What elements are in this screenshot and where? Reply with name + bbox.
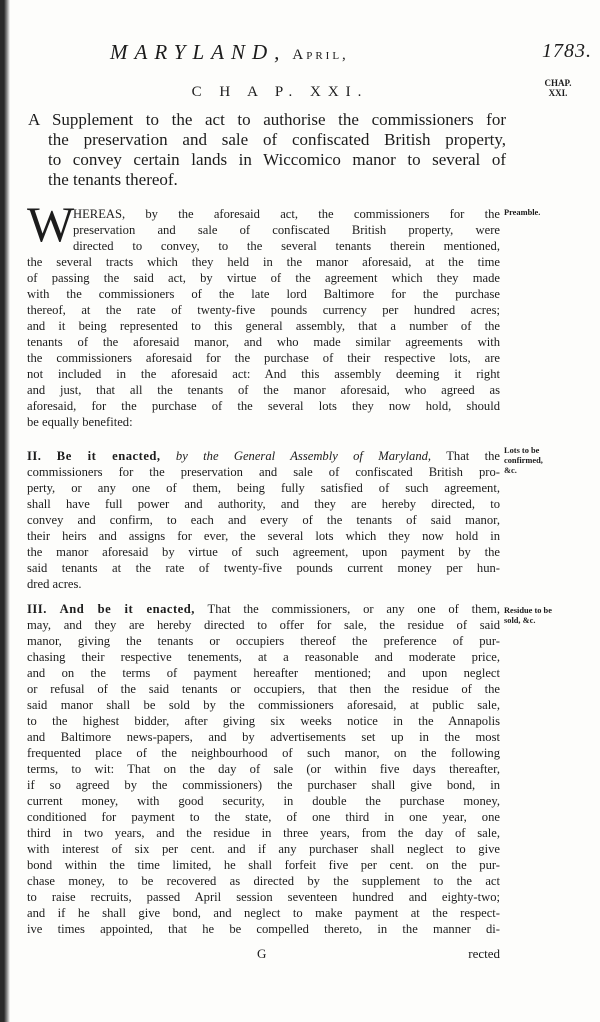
page-footer: [27, 946, 500, 962]
supplement-title-line: A Supplement to the act to authorise the commissioners for: [28, 110, 506, 129]
section-3-enacting-clause: And be it enacted,: [59, 602, 195, 616]
text-line: third in two years, and the residue in three years, from the day of sale,: [27, 826, 500, 840]
supplement-title-line: to convey certain lands in Wiccomico manor to several of: [48, 150, 506, 169]
page-header: [110, 40, 596, 68]
text-line: and just, that all the tenants of the manor aforesaid, who agreed as: [27, 383, 500, 397]
text-line: not included in the aforesaid act: And this assembly deeming it right: [27, 367, 500, 381]
side-note-line: Lots to be: [504, 446, 540, 455]
text-line: if so agreed by the commissioners) the purchaser shall give bond, in: [27, 778, 500, 792]
text-line: terms, to wit: That on the day of sale (or within five days thereafter,: [27, 762, 500, 776]
text-line: the several tracts which they held in the manor aforesaid, at the time: [27, 255, 500, 269]
side-note-lots: [504, 446, 588, 476]
supplement-title: [28, 110, 506, 190]
section-3-first-line-rest: That the commissioners, or any one of them,: [207, 602, 500, 616]
side-note-line: Residue to be: [504, 606, 552, 615]
side-note-line: confirmed,: [504, 456, 543, 465]
text-line: said tenants at the rate of twenty-five pounds current money per hun-: [27, 561, 500, 575]
margin-chapter-line2: XXI.: [548, 88, 568, 98]
section-2-numeral: II.: [27, 449, 42, 463]
section-2-first-line: [27, 448, 500, 464]
running-head-state: MARYLAND,: [110, 40, 287, 64]
preamble-paragraph: [27, 206, 500, 430]
text-line: and on the terms of payment hereafter mentioned; and upon neglect: [27, 666, 500, 680]
section-3-first-line: [27, 601, 500, 617]
text-line: shall have full power and authority, and they are hereby directed, to: [27, 497, 500, 511]
catchword: rected: [468, 946, 500, 961]
text-line: preservation and sale of confiscated British property, were: [73, 223, 500, 237]
text-line: chase money, to be recovered as directed by the supplement to the act: [27, 874, 500, 888]
text-line: with the commissioners of the late lord Baltimore for the purchase: [27, 287, 500, 301]
margin-chapter-line1: CHAP.: [544, 78, 572, 88]
text-line: to raise recruits, passed April session seventeen hundred and eighty-two;: [27, 890, 500, 904]
page-binding-edge: [0, 0, 10, 1022]
text-line: chasing their respective tenements, at a reasonable and moderate price,: [27, 650, 500, 664]
running-head: [110, 40, 349, 65]
text-line: the manor aforesaid by virtue of such agreement, upon payment by the: [27, 545, 500, 559]
section-2-paragraph: [27, 448, 500, 592]
drop-cap: W: [27, 196, 75, 252]
text-line: HEREAS, by the aforesaid act, the commissioners for the: [73, 207, 500, 221]
side-note-line: &c.: [504, 466, 517, 475]
page-year: 1783.: [542, 40, 592, 62]
text-line: of passing the said act, by virtue of the agreement which they made: [27, 271, 500, 285]
section-2-first-line-rest: That the: [446, 449, 501, 463]
side-note-line: sold, &c.: [504, 616, 536, 625]
text-line: their heirs and assigns for ever, the several lots which they now hold in: [27, 529, 500, 543]
text-line: with interest of six per cent. and if any purchaser shall neglect to give: [27, 842, 500, 856]
side-note-residue: [504, 606, 588, 626]
text-line: and it being represented to this general assembly, that a number of the: [27, 319, 500, 333]
section-2-authority: by the General Assembly of Maryland,: [175, 449, 432, 463]
text-line: be equally benefited:: [27, 415, 133, 429]
text-line: tenants of the aforesaid manor, and who made similar agreements with: [27, 335, 500, 349]
text-line: aforesaid, for the purchase of the several lots they now hold, should: [27, 399, 500, 413]
text-line: or refusal of the said tenants or occupiers, that then the residue of the: [27, 682, 500, 696]
chapter-title: C H A P. XXI.: [191, 84, 369, 100]
text-line: the commissioners aforesaid for the purchase of their respective lots, are: [27, 351, 500, 365]
signature-mark: G: [257, 946, 267, 961]
text-line: said manor shall be sold by the commissioners aforesaid, at public sale,: [27, 698, 500, 712]
text-line: to the highest bidder, after giving six weeks notice in the Annapolis: [27, 714, 500, 728]
section-3-paragraph: [27, 601, 500, 937]
text-line: perty, or any one of them, being fully satisfied of such agreement,: [27, 481, 500, 495]
text-line: frequented place of the neighbourhood of such manor, on the following: [27, 746, 500, 760]
text-line: convey and confirm, to each and every of the tenants of said manor,: [27, 513, 500, 527]
text-line: bond within the time limited, he shall forfeit five per cent. on the pur-: [27, 858, 500, 872]
supplement-title-line: the tenants thereof.: [48, 170, 178, 189]
text-line: current money, with good security, in double the purchase money,: [27, 794, 500, 808]
text-line: ive times appointed, that he be compelled thereto, in the manner di-: [27, 922, 500, 936]
text-line: may, and they are hereby directed to offer for sale, the residue of said: [27, 618, 500, 632]
text-line: directed to convey, to the several tenants therein mentioned,: [73, 239, 500, 253]
section-2-enacting-clause: Be it enacted,: [56, 449, 161, 463]
text-line: commissioners for the preservation and sale of confiscated British pro-: [27, 465, 500, 479]
supplement-title-line: the preservation and sale of confiscated British property,: [48, 130, 506, 149]
text-line: conditioned for payment to the state, of one third in one year, one: [27, 810, 500, 824]
text-line: thereof, at the rate of twenty-five pounds currency per hundred acres;: [27, 303, 500, 317]
text-line: manor, giving the tenants or occupiers thereof the preference of pur-: [27, 634, 500, 648]
text-line: dred acres.: [27, 577, 82, 591]
section-3-numeral: III.: [27, 602, 47, 616]
running-head-month: April,: [292, 47, 349, 63]
text-line: and Baltimore news-papers, and by advertisements set up in the most: [27, 730, 500, 744]
side-note-preamble-text: Preamble.: [504, 208, 541, 217]
text-line: and if he shall give bond, and neglect to make payment at the respect-: [27, 906, 500, 920]
side-note-preamble: [504, 208, 588, 218]
